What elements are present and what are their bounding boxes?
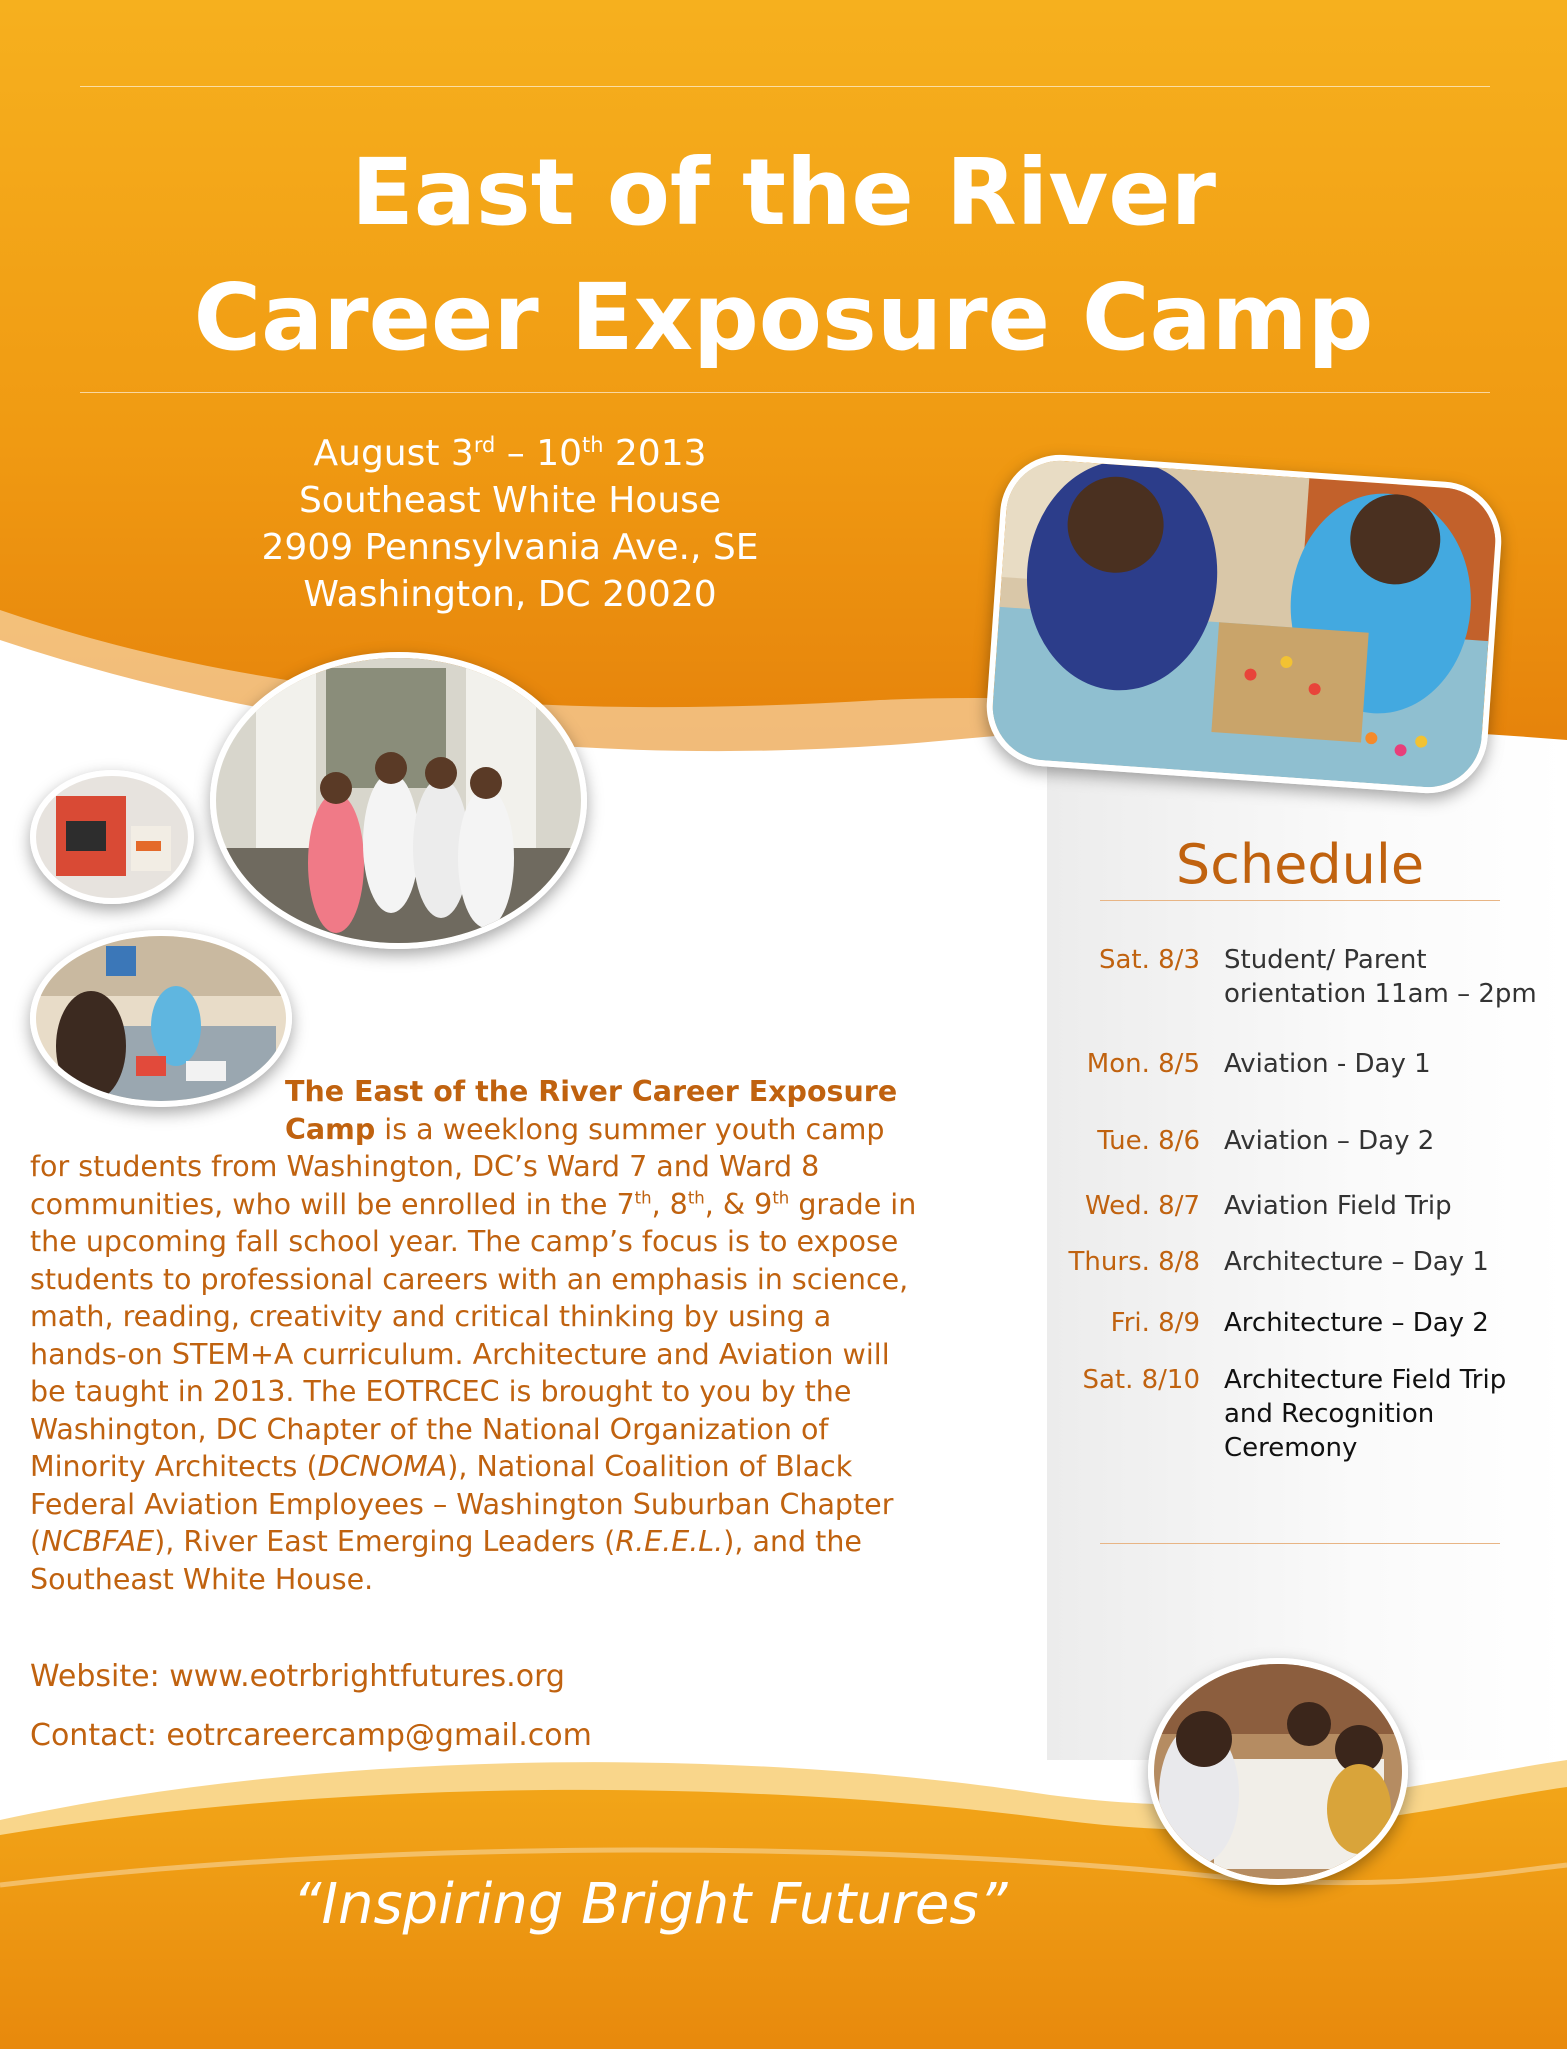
schedule-activity: Aviation Field Trip (1224, 1191, 1452, 1221)
event-venue: Southeast White House (298, 480, 722, 521)
title-divider (80, 392, 1490, 393)
camp-name-cont: Camp (285, 1112, 376, 1146)
event-dates: August 3rd – 10th 2013 (313, 433, 707, 474)
title-line-2: Career Exposure Camp (193, 264, 1374, 371)
photo-model-house (30, 770, 194, 904)
schedule-heading-divider (1100, 900, 1500, 901)
camp-name: The East of the River Career Exposure (285, 1075, 898, 1108)
event-info (215, 430, 805, 618)
title-line-1: East of the River (351, 139, 1216, 246)
event-city: Washington, DC 20020 (303, 574, 717, 615)
schedule-day: Fri. 8/9 (1110, 1308, 1200, 1338)
schedule-activity: Student/ Parent orientation 11am – 2pm (1224, 945, 1537, 1009)
schedule-activity: Architecture – Day 1 (1224, 1247, 1489, 1277)
schedule-activity: Architecture Field Trip and Recognition Ceremony (1224, 1365, 1507, 1463)
schedule-bottom-divider (1100, 1543, 1500, 1544)
contact-email-link[interactable]: Contact: eotrcareercamp@gmail.com (30, 1718, 592, 1753)
schedule-day: Tue. 8/6 (1097, 1126, 1200, 1156)
schedule-activity: Aviation – Day 2 (1224, 1126, 1435, 1156)
photo-students-working (1148, 1658, 1408, 1885)
schedule-day: Sat. 8/10 (1082, 1365, 1200, 1395)
schedule-day: Thurs. 8/8 (1068, 1247, 1200, 1277)
photo-students-building (983, 451, 1506, 797)
event-street: 2909 Pennsylvania Ave., SE (261, 527, 759, 568)
photo-group-students (210, 652, 587, 949)
page-title (0, 130, 1567, 380)
website-link[interactable]: Website: www.eotrbrightfutures.org (30, 1659, 565, 1694)
schedule-day: Mon. 8/5 (1086, 1049, 1200, 1079)
schedule-heading: Schedule (1175, 833, 1425, 896)
schedule-day: Sat. 8/3 (1098, 945, 1200, 975)
top-divider (80, 86, 1490, 87)
tagline: “Inspiring Bright Futures” (292, 1872, 1008, 1937)
camp-description: The East of the River Career Exposure Camp is a weeklong summer youth camp for students from Washington, DC’s Ward 7 and Ward 8 communities, who will be enrolled in the 7th, 8th, & 9th grade in the upcoming fall school year. The camp’s focus is to expose students to professional careers with an emphasis in science, math, reading, creativity and critical thinking by using a hands-on STEM+A curriculum. Architecture and Aviation will be taught in 2013. The EOTRCEC is brought to you by the Washington, DC Chapter of the National Organization of Minority Architects (DCNOMA), National Coalition of Black Federal Aviation Employees – Washington Suburban Chapter (NCBFAE), River East Emerging Leaders (R.E.E.L.), and the Southeast White House. (30, 1075, 917, 1596)
schedule-day: Wed. 8/7 (1084, 1191, 1200, 1221)
schedule-activity: Architecture – Day 2 (1224, 1308, 1489, 1338)
schedule-activity: Aviation - Day 1 (1224, 1049, 1431, 1079)
